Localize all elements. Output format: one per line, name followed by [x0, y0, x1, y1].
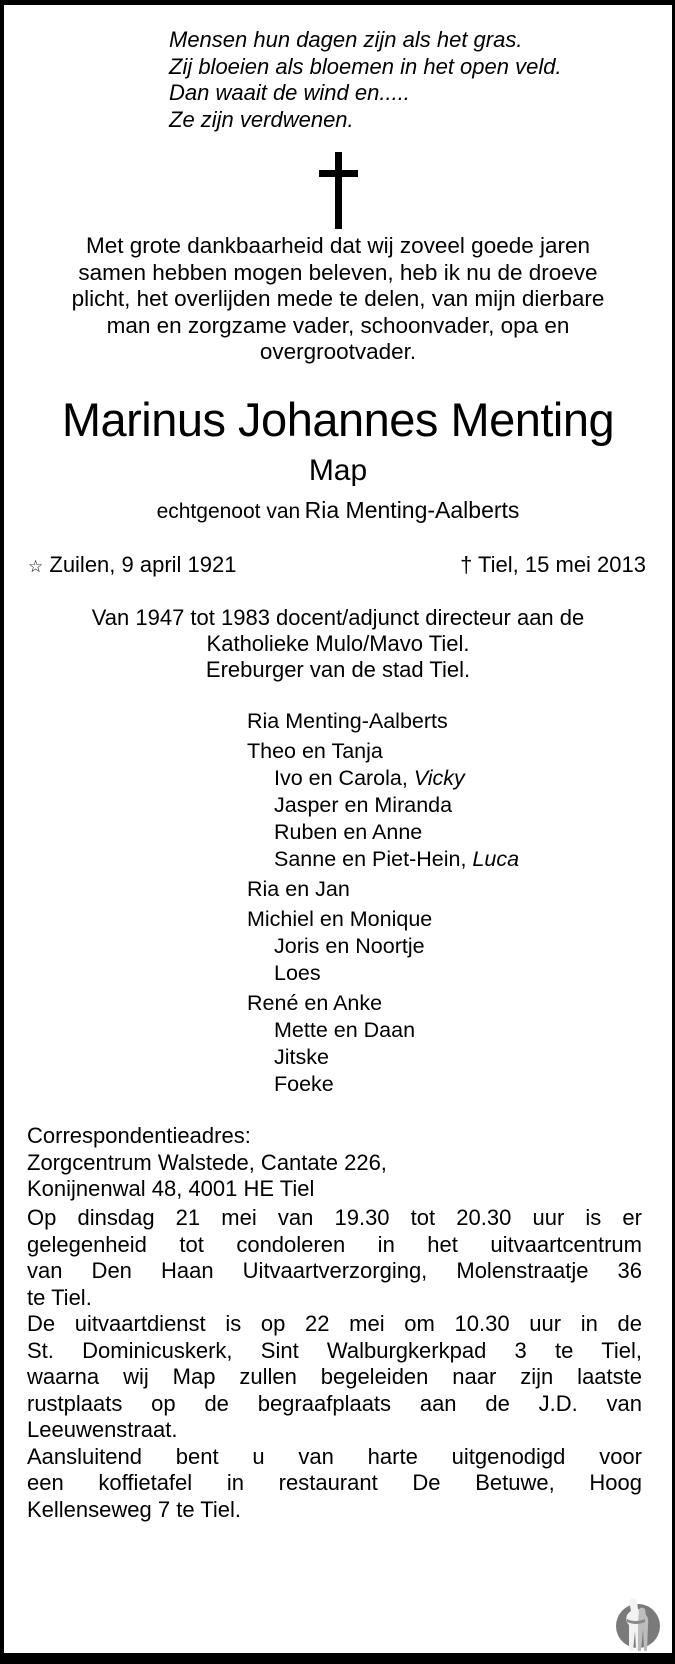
poem [169, 27, 562, 133]
grandchild-name: Vicky [413, 766, 465, 790]
intro-line: plicht, het overlijden mede te delen, van mijn dierbare [71, 286, 605, 311]
deceased-nickname: Map [308, 454, 368, 487]
family-member: Theo en Tanja [247, 739, 383, 763]
arrangement-line: De uitvaartdienst is op 22 mei om 10.30 uur in de [27, 1311, 642, 1336]
address-line: Konijnenwal 48, 4001 HE Tiel [27, 1176, 315, 1201]
arrangement-line: Aansluitend bent u van harte uitgenodigd voor [27, 1443, 642, 1469]
arrangement-line: rustplaats op de begraafplaats aan de J.D. van [27, 1390, 642, 1416]
family-member: Loes [274, 961, 321, 985]
intro-line: man en zorgzame vader, schoonvader, opa en [106, 312, 570, 338]
spouse-line [4, 495, 672, 529]
family-member: Jitske [274, 1045, 329, 1069]
birth-date: ☆ Zuilen, 9 april 1921 [28, 552, 237, 577]
grandchild-name: Luca [472, 847, 520, 871]
family-member: Ria en Jan [247, 877, 350, 901]
arrangement-line: van Den Haan Uitvaartverzorging, Molenstraatje 36 [27, 1258, 642, 1283]
family-member: René en Anke [247, 991, 383, 1015]
family-member: Joris en Noortje [274, 934, 425, 958]
poem-line: Zij bloeien als bloemen in het open veld. [169, 53, 562, 79]
arrangement-line: waarna wij Map zullen begeleiden naar zijn laatste [27, 1364, 642, 1389]
cross-icon [319, 152, 359, 229]
intro-line: Met grote dankbaarheid dat wij zoveel goede jaren [85, 233, 591, 258]
family-member: Mette en Daan [274, 1018, 416, 1042]
arrangement-line: gelegenheid tot condoleren in het uitvaartcentrum [27, 1231, 642, 1257]
family-member: Ria Menting-Aalberts [247, 709, 448, 733]
family-member: Foeke [274, 1072, 334, 1096]
arrangement-line: Leeuwenstraat. [27, 1417, 178, 1442]
embracing-figures-logo-icon [615, 1595, 661, 1653]
career-line: Ereburger van de stad Tiel. [205, 657, 471, 682]
deceased-name: Marinus Johannes Menting [61, 393, 615, 446]
life-dates [28, 551, 646, 581]
poem-line: Mensen hun dagen zijn als het gras. [169, 27, 523, 52]
spouse-prefix: echtgenoot van [156, 500, 301, 523]
spouse-name: Ria Menting-Aalberts [304, 497, 520, 523]
arrangement-line: Kellenseweg 7 te Tiel. [27, 1496, 242, 1522]
correspondence-address [27, 1123, 387, 1203]
obituary-card [4, 5, 672, 1653]
intro-line: samen hebben mogen beleven, heb ik nu de droeve [78, 259, 598, 285]
arrangement-line: St. Dominicuskerk, Sint Walburgkerkpad 3 te Tiel, [27, 1337, 642, 1363]
address-label: Correspondentieadres: [27, 1123, 251, 1148]
arrangement-line: te Tiel. [27, 1284, 92, 1310]
family-member: Sanne en Piet-Hein, Luca [274, 847, 520, 871]
career-text [4, 605, 672, 683]
career-line: Katholieke Mulo/Mavo Tiel. [206, 631, 470, 656]
funeral-arrangements [27, 1205, 642, 1523]
poem-line: Dan waait de wind en..... [169, 80, 410, 105]
arrangement-line: Op dinsdag 21 mei van 19.30 tot 20.30 uur is er [27, 1205, 642, 1230]
poem-line: Ze zijn verdwenen. [169, 106, 354, 132]
family-member: Ruben en Anne [274, 820, 423, 844]
family-member: Jasper en Miranda [274, 793, 453, 817]
death-date: † Tiel, 15 mei 2013 [460, 552, 646, 577]
intro-text [4, 233, 672, 366]
dagger-icon: † [460, 552, 473, 577]
career-line: Van 1947 tot 1983 docent/adjunct directeur aan de [91, 605, 585, 630]
star-icon: ☆ [28, 557, 44, 577]
family-member: Ivo en Carola, Vicky [274, 766, 465, 790]
address-line: Zorgcentrum Walstede, Cantate 226, [27, 1149, 387, 1175]
intro-line: overgrootvader. [259, 339, 417, 364]
arrangement-line: een koffietafel in restaurant De Betuwe, Hoog [27, 1470, 642, 1495]
family-member: Michiel en Monique [247, 907, 433, 931]
